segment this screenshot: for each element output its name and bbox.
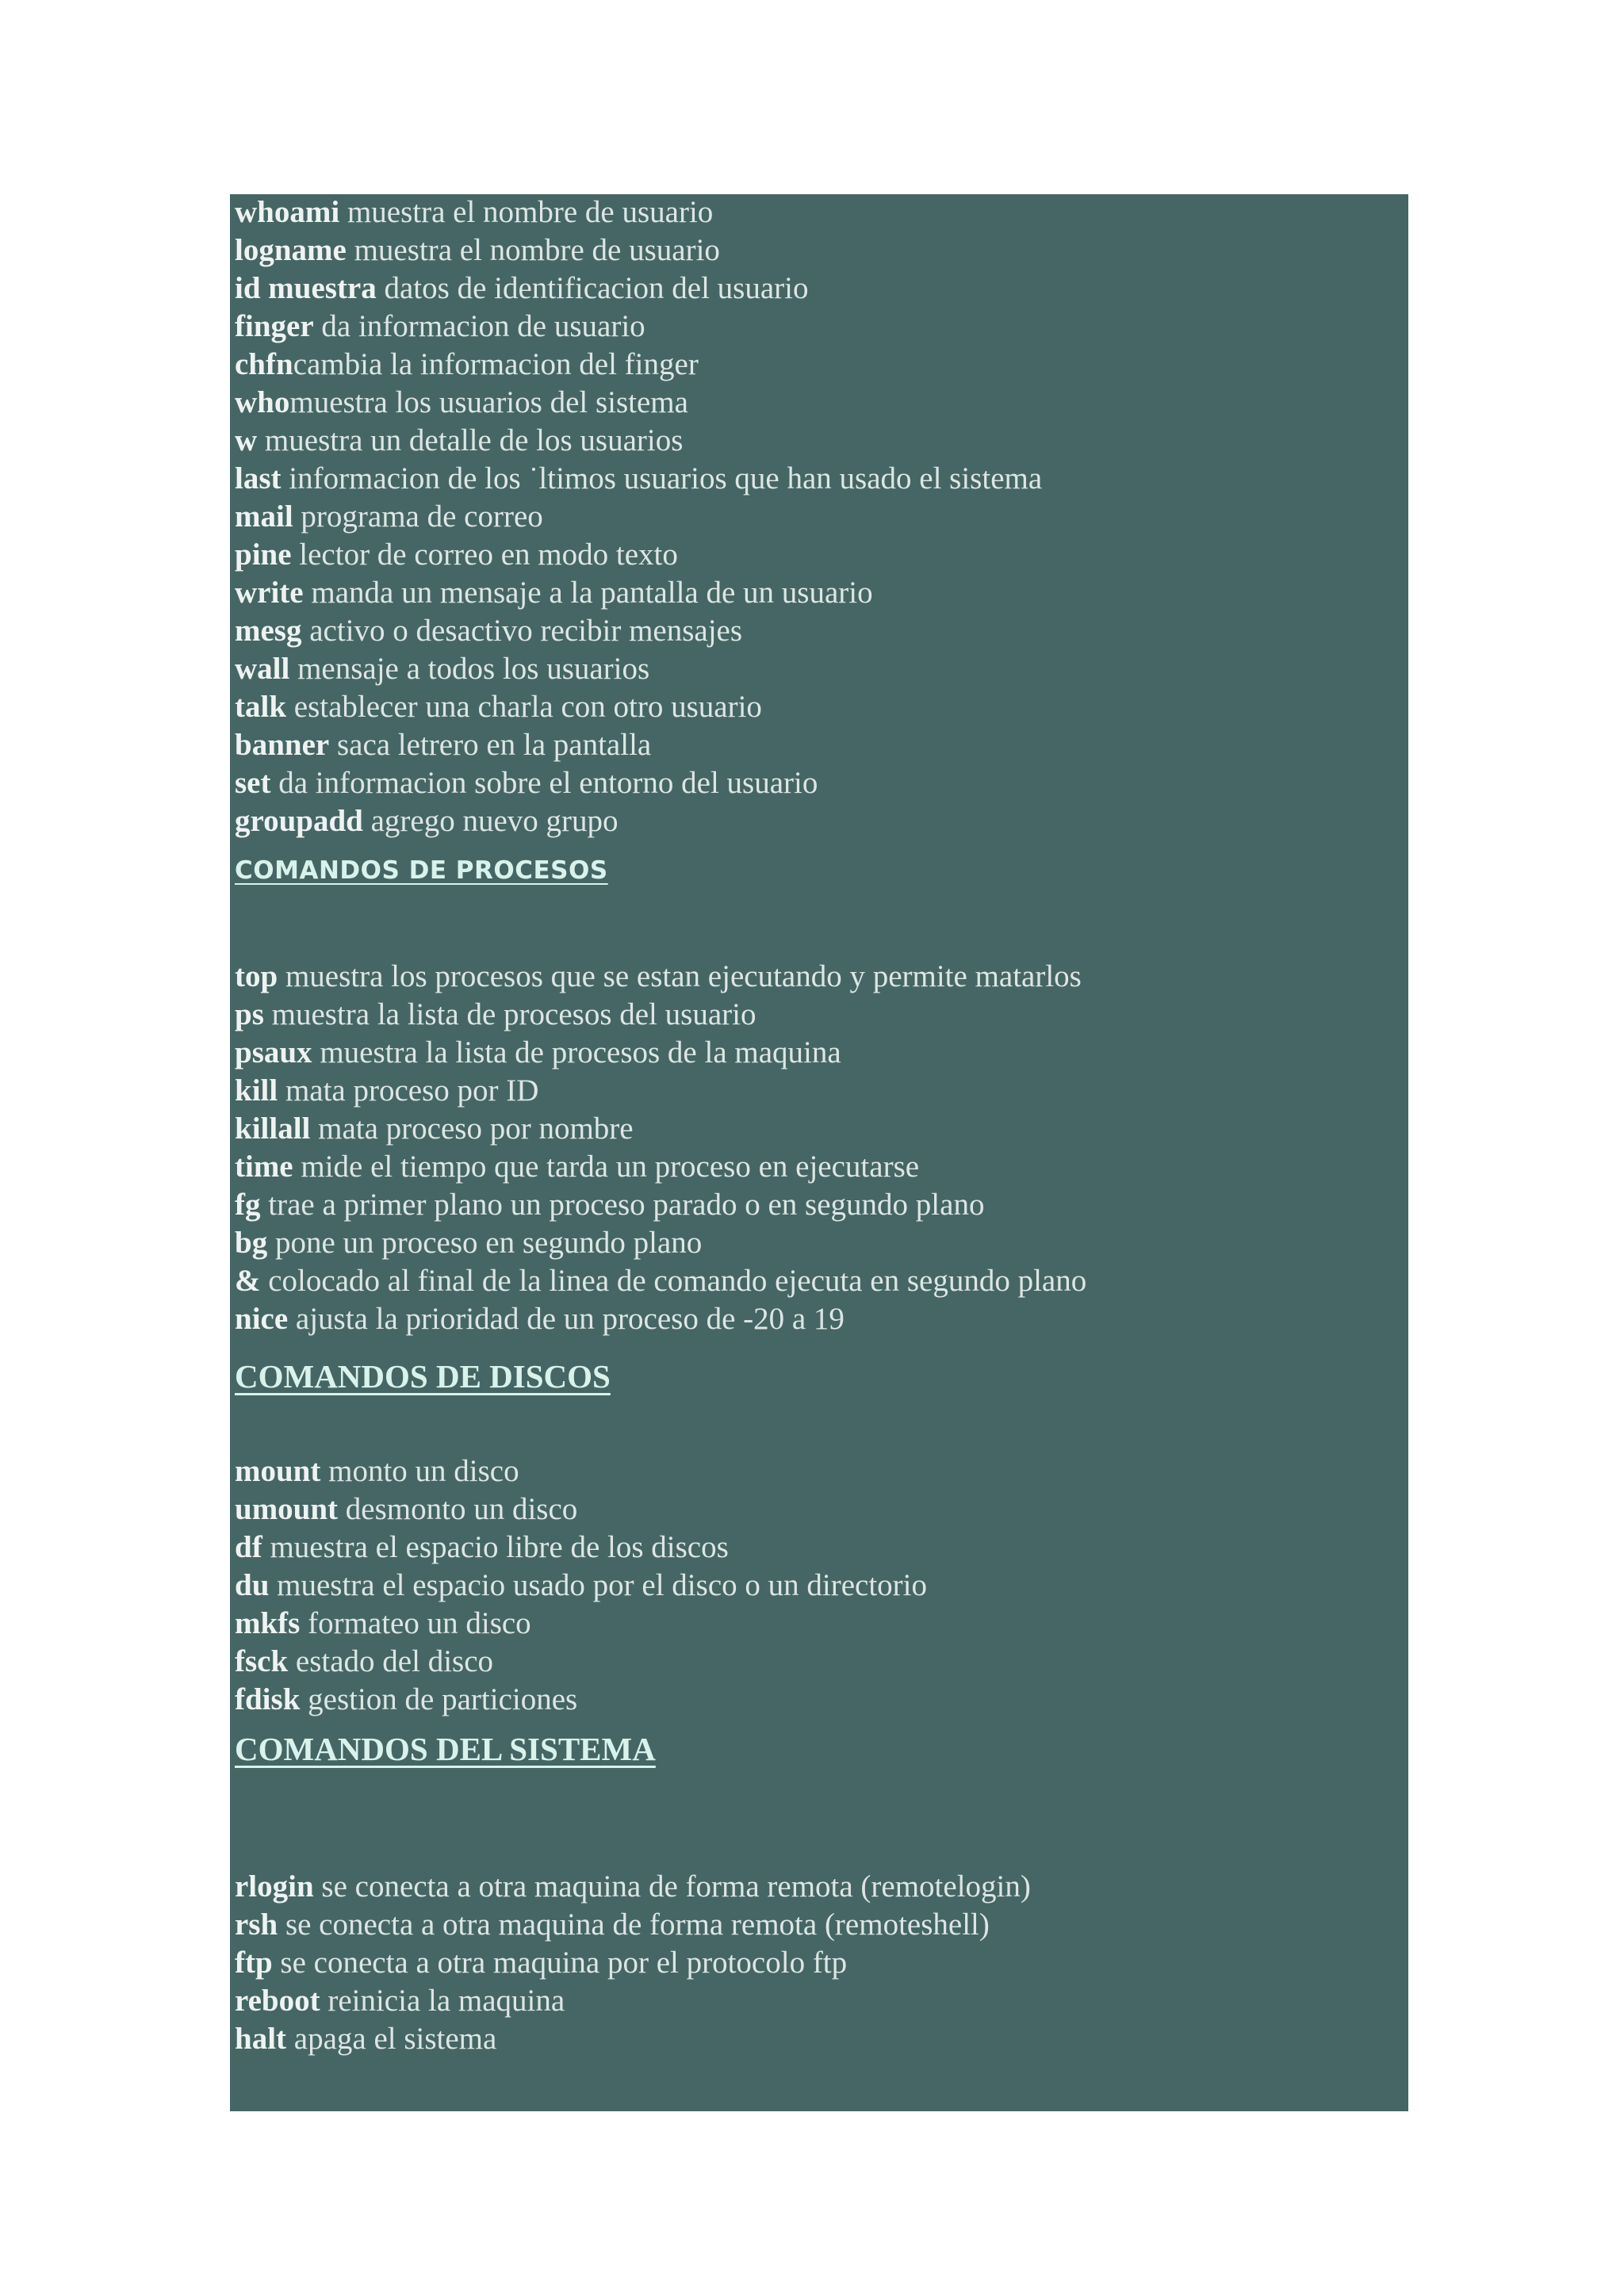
command-description: da informacion sobre el entorno del usuario (270, 766, 818, 800)
command-name: ftp (235, 1946, 273, 1980)
command-description: muestra el nombre de usuario (339, 195, 714, 229)
list-item (235, 1072, 1400, 1110)
list-item (235, 536, 1400, 574)
list-item (235, 958, 1400, 996)
list-item (235, 2020, 1400, 2058)
command-name: df (235, 1530, 262, 1564)
command-name: du (235, 1568, 270, 1602)
list-item (235, 1982, 1400, 2020)
command-description: saca letrero en la pantalla (329, 728, 652, 762)
command-name: banner (235, 728, 330, 762)
section-heading-sistema: COMANDOS DEL SISTEMA (235, 1731, 656, 1767)
list-item (235, 726, 1400, 764)
command-name: mkfs (235, 1606, 301, 1640)
user-commands-list (235, 193, 1400, 840)
command-description: muestra el espacio libre de los discos (262, 1530, 729, 1564)
command-description: programa de correo (293, 499, 543, 534)
list-item (235, 1490, 1400, 1529)
command-description: estado del disco (288, 1644, 494, 1678)
command-description: muestra los procesos que se estan ejecutando y permite matarlos (278, 959, 1082, 993)
command-name: fdisk (235, 1682, 301, 1716)
command-description: agrego nuevo grupo (362, 804, 619, 838)
list-item (235, 498, 1400, 536)
list-item (235, 1224, 1400, 1262)
command-description: muestra el nombre de usuario (346, 233, 720, 267)
command-name: logname (235, 233, 347, 267)
command-name: reboot (235, 1984, 320, 2018)
command-name: mount (235, 1454, 321, 1488)
command-name: psaux (235, 1035, 312, 1070)
command-description: mensaje a todos los usuarios (289, 652, 650, 686)
command-name: mesg (235, 614, 302, 648)
command-description: informacion de los ˙ltimos usuarios que han usado el sistema (281, 461, 1043, 496)
command-description: monto un disco (320, 1454, 519, 1488)
list-item (235, 802, 1400, 840)
command-description: muestra la lista de procesos de la maquina (312, 1035, 841, 1070)
list-item (235, 1300, 1400, 1338)
list-item (235, 764, 1400, 802)
list-item (235, 1868, 1400, 1906)
list-item (235, 1034, 1400, 1072)
system-commands-list (235, 1868, 1400, 2058)
command-description: apaga el sistema (286, 2022, 497, 2056)
list-item (235, 650, 1400, 688)
list-item (235, 232, 1400, 270)
command-description: muestra el espacio usado por el disco o un directorio (269, 1568, 927, 1602)
list-item (235, 346, 1400, 384)
list-item (235, 688, 1400, 726)
list-item (235, 1906, 1400, 1944)
command-description: mide el tiempo que tarda un proceso en ejecutarse (293, 1150, 920, 1184)
command-name: wall (235, 652, 290, 686)
section-heading-discos: COMANDOS DE DISCOS (235, 1358, 611, 1395)
command-name: nice (235, 1302, 289, 1336)
command-description: se conecta a otra maquina de forma remota (remotelogin) (313, 1869, 1031, 1904)
command-name: last (235, 461, 282, 496)
command-name: fg (235, 1188, 261, 1222)
section-heading-procesos: COMANDOS DE PROCESOS (235, 856, 608, 885)
disk-commands-list (235, 1452, 1400, 1719)
command-name: & (235, 1264, 261, 1298)
command-name: kill (235, 1073, 278, 1108)
list-item (235, 996, 1400, 1034)
list-item (235, 1148, 1400, 1186)
command-description: mata proceso por ID (278, 1073, 539, 1108)
command-name: set (235, 766, 271, 800)
command-name: umount (235, 1492, 339, 1526)
command-description: lector de correo en modo texto (291, 538, 678, 572)
command-name: ps (235, 997, 264, 1031)
command-description: activo o desactivo recibir mensajes (301, 614, 743, 648)
process-commands-list (235, 958, 1400, 1338)
command-description: establecer una charla con otro usuario (286, 690, 762, 724)
command-name: mail (235, 499, 293, 534)
command-name: fsck (235, 1644, 289, 1678)
command-description: formateo un disco (300, 1606, 531, 1640)
list-item (235, 1681, 1400, 1719)
command-description: muestra la lista de procesos del usuario (263, 997, 756, 1031)
command-name: time (235, 1150, 293, 1184)
list-item (235, 460, 1400, 498)
command-description: ajusta la prioridad de un proceso de -20 a 19 (288, 1302, 845, 1336)
command-name: whoami (235, 195, 340, 229)
command-name: top (235, 959, 278, 993)
list-item (235, 1567, 1400, 1605)
command-name: bg (235, 1226, 268, 1260)
command-name: w (235, 423, 258, 457)
list-item (235, 270, 1400, 308)
list-item (235, 1186, 1400, 1224)
command-name: killall (235, 1112, 311, 1146)
list-item (235, 308, 1400, 346)
command-name: who (235, 385, 290, 419)
command-name: rlogin (235, 1869, 314, 1904)
list-item (235, 1529, 1400, 1567)
command-name: pine (235, 538, 292, 572)
command-description: se conecta a otra maquina de forma remota (remoteshell) (278, 1908, 990, 1942)
document-content (235, 193, 1400, 2058)
command-description: gestion de particiones (300, 1682, 578, 1716)
command-description: colocado al final de la linea de comando ejecuta en segundo plano (260, 1264, 1087, 1298)
command-name: talk (235, 690, 287, 724)
command-name: halt (235, 2022, 287, 2056)
command-name: id muestra (235, 271, 377, 305)
list-item (235, 193, 1400, 232)
command-name: chfn (235, 347, 293, 381)
command-description: desmonto un disco (338, 1492, 578, 1526)
command-name: write (235, 576, 304, 610)
command-name: rsh (235, 1908, 278, 1942)
list-item (235, 1944, 1400, 1982)
command-description: muestra los usuarios del sistema (289, 385, 688, 419)
list-item (235, 1643, 1400, 1681)
list-item (235, 1110, 1400, 1148)
command-name: groupadd (235, 804, 363, 838)
list-item (235, 1605, 1400, 1643)
list-item (235, 612, 1400, 650)
command-name: finger (235, 309, 314, 343)
list-item (235, 574, 1400, 612)
command-description: datos de identificacion del usuario (376, 271, 809, 305)
list-item (235, 384, 1400, 422)
command-description: cambia la informacion del finger (293, 347, 699, 381)
command-description: da informacion de usuario (313, 309, 645, 343)
list-item (235, 422, 1400, 460)
command-description: mata proceso por nombre (310, 1112, 634, 1146)
command-description: trae a primer plano un proceso parado o en segundo plano (260, 1188, 985, 1222)
list-item (235, 1262, 1400, 1300)
list-item (235, 1452, 1400, 1490)
command-description: manda un mensaje a la pantalla de un usuario (303, 576, 873, 610)
command-description: se conecta a otra maquina por el protocolo ftp (272, 1946, 848, 1980)
command-description: muestra un detalle de los usuarios (257, 423, 684, 457)
command-description: reinicia la maquina (320, 1984, 565, 2018)
command-description: pone un proceso en segundo plano (267, 1226, 703, 1260)
